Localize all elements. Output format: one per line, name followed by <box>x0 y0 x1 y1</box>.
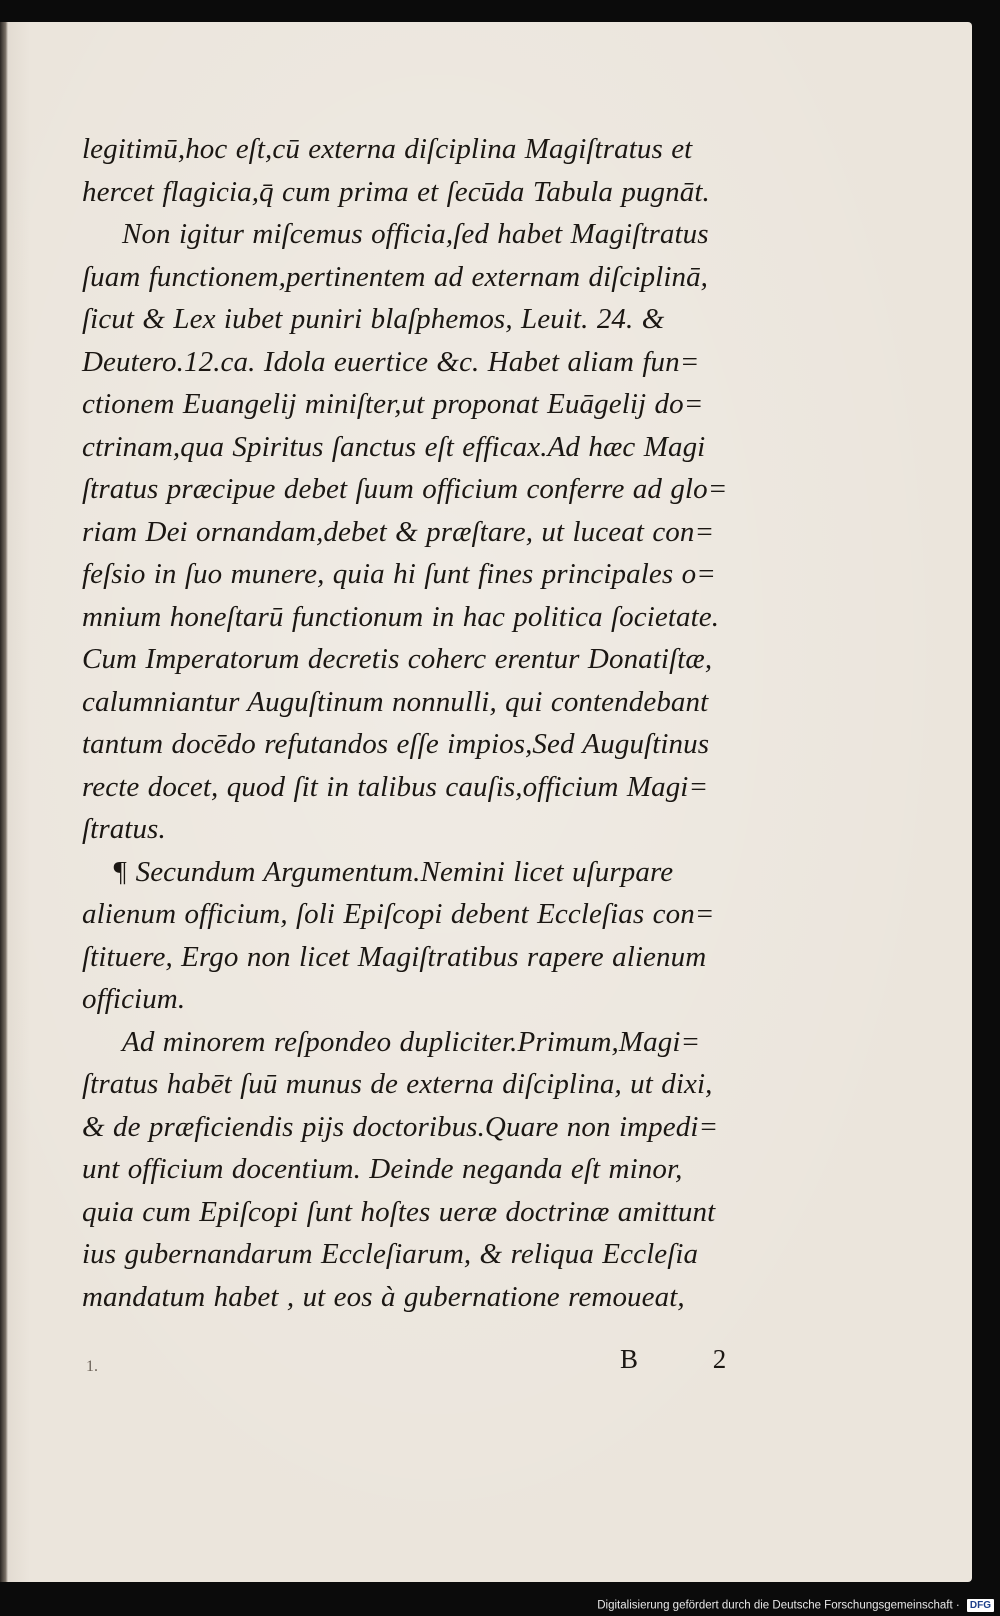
dfg-logo-icon: DFG <box>967 1599 994 1612</box>
text-line: ſtratus præcipue debet ſuum officium conferre ad glo= <box>82 473 728 505</box>
text-line: alienum officium, ſoli Epiſcopi debent Eccleſias con= <box>82 898 715 930</box>
signature-mark: B 2 <box>620 1344 761 1374</box>
text-line: hercet flagicia,q̄ cum prima et ſecūda Tabula pugnāt. <box>82 175 710 208</box>
text-line: ctionem Euangelij miniſter,ut proponat Euāgelij do= <box>82 388 704 420</box>
page-corner-mark: 1. <box>86 1358 98 1375</box>
page-left-edge <box>0 22 8 1582</box>
text-line: recte docet, quod ſit in talibus cauſis,officium Magi= <box>82 770 709 803</box>
text-line: & de præficiendis pijs doctoribus.Quare non impedi= <box>82 1110 719 1143</box>
page-text-block <box>82 128 802 1318</box>
text-line: mandatum habet , ut eos à gubernatione remoueat, <box>82 1280 685 1313</box>
text-line: Non igitur miſcemus officia,ſed habet Magiſtratus <box>122 218 709 250</box>
text-line: ius gubernandarum Eccleſiarum, & reliqua Eccleſia <box>82 1238 699 1270</box>
text-line: unt officium docentium. Deinde neganda eſt minor, <box>82 1153 683 1185</box>
text-line: ſuam functionem,pertinentem ad externam diſciplinā, <box>82 260 709 293</box>
footer-text: Digitalisierung gefördert durch die Deutsche Forschungsgemeinschaft · <box>597 1599 960 1612</box>
text-line: riam Dei ornandam,debet & præſtare, ut luceat con= <box>82 515 715 548</box>
text-line: Ad minorem reſpondeo dupliciter.Primum,Magi= <box>122 1025 701 1058</box>
text-line: ſtratus. <box>82 813 166 845</box>
text-line: Cum Imperatorum decretis coherc erentur Donatiſtæ, <box>82 643 713 675</box>
book-page <box>0 22 972 1582</box>
text-line: ¶ Secundum Argumentum.Nemini licet uſurpare <box>112 855 674 888</box>
text-line: ſtituere, Ergo non licet Magiſtratibus rapere alienum <box>82 940 707 973</box>
text-line: mnium honeſtarū functionum in hac politica ſocietate. <box>82 600 720 633</box>
text-line: Deutero.12.ca. Idola euertice &c. Habet aliam fun= <box>82 345 700 378</box>
text-line: legitimū,hoc eſt,cū externa diſciplina Magiſtratus et <box>82 133 693 165</box>
text-line: calumniantur Auguſtinum nonnulli, qui contendebant <box>82 685 709 718</box>
text-line: tantum docēdo refutandos eſſe impios,Sed Auguſtinus <box>82 728 710 760</box>
text-line: feſsio in ſuo munere, quia hi ſunt fines principales o= <box>82 558 716 590</box>
text-line: officium. <box>82 983 186 1015</box>
digitization-footer <box>597 1599 994 1612</box>
text-line: quia cum Epiſcopi ſunt hoſtes ueræ doctrinæ amittunt <box>82 1195 716 1228</box>
text-line: ſicut & Lex iubet puniri blaſphemos, Leuit. 24. & <box>82 303 665 335</box>
text-line: ſtratus habēt ſuū munus de externa diſciplina, ut dixi, <box>82 1068 713 1100</box>
text-line: ctrinam,qua Spiritus ſanctus eſt efficax.Ad hæc Magi <box>82 430 706 463</box>
